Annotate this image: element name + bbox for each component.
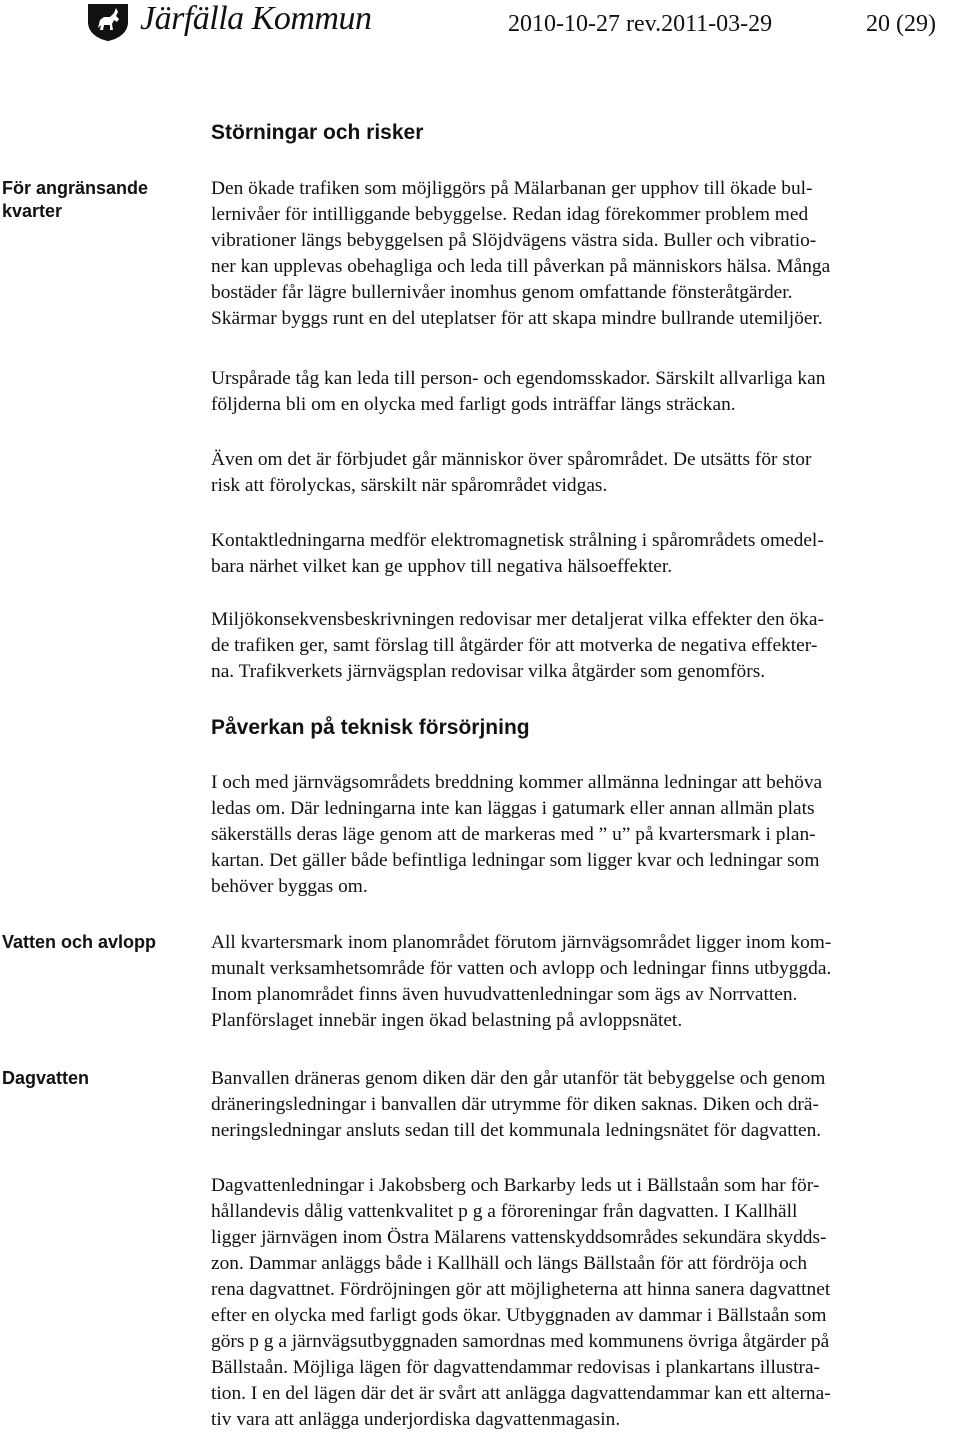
text-line: Miljökonsekvensbeskrivningen redovisar mer detaljerat vilka effekter den öka- (211, 609, 824, 630)
paragraph (211, 930, 959, 1034)
text-line: Inom planområdet finns även huvudvattenledningar som ägs av Norrvatten. (211, 984, 798, 1005)
paragraph (211, 607, 959, 685)
text-line: Den ökade trafiken som möjliggörs på Mälarbanan ger upphov till ökade bul- (211, 178, 813, 199)
municipality-crest-icon (86, 2, 130, 42)
text-line: munalt verksamhetsområde för vatten och avlopp och ledningar finns utbyggda. (211, 958, 832, 979)
text-line: rena dagvattnet. Fördröjningen gör att möjligheterna att hinna sanera dagvattnet (211, 1279, 831, 1300)
text-line: tion. I en del lägen där det är svårt att anlägga dagvattendammar kan ett alterna- (211, 1383, 831, 1404)
text-line: ligger järnvägen inom Östra Mälarens vattenskyddsområdes sekundära skydds- (211, 1227, 827, 1248)
text-line: görs p g a järnvägsutbyggnaden samordnas med kommunens övriga åtgärder på (211, 1331, 830, 1352)
text-line: följderna bli om en olycka med farligt gods inträffar längs sträckan. (211, 394, 736, 415)
text-line: Skärmar byggs runt en del uteplatser för att skapa mindre bullrande utemiljöer. (211, 308, 823, 329)
section-heading: Påverkan på teknisk försörjning (211, 716, 530, 739)
text-line: behöver byggas om. (211, 876, 368, 897)
paragraph (211, 447, 959, 499)
text-line: kartan. Det gäller både befintliga ledningar som ligger kvar och ledningar som (211, 850, 820, 871)
text-line: ner kan upplevas obehagliga och leda till påverkan på människors hälsa. Många (211, 256, 831, 277)
text-line: efter en olycka med farligt gods ökar. Utbyggnaden av dammar i Bällstaån som (211, 1305, 827, 1326)
side-label (2, 177, 172, 223)
text-line: na. Trafikverkets järnvägsplan redovisar vilka åtgärder som genomförs. (211, 661, 766, 682)
side-label: Dagvatten (2, 1068, 90, 1088)
paragraph (211, 1173, 959, 1433)
paragraph (211, 1066, 959, 1144)
section-heading: Störningar och risker (211, 121, 424, 144)
text-line: bostäder får lägre bullernivåer inomhus genom omfattande fönsteråtgärder. (211, 282, 793, 303)
text-line: zon. Dammar anläggs både i Kallhäll och längs Bällstaån för att fördröja och (211, 1253, 808, 1274)
text-line: Urspårade tåg kan leda till person- och egendomsskador. Särskilt allvarliga kan (211, 368, 826, 389)
text-line: Dagvattenledningar i Jakobsberg och Barkarby leds ut i Bällstaån som har för- (211, 1175, 820, 1196)
text-line: dräneringsledningar i banvallen där utrymme för diken saknas. Diken och drä- (211, 1094, 819, 1115)
page-number: 20 (29) (866, 11, 936, 37)
text-line: All kvartersmark inom planområdet förutom järnvägsområdet ligger inom kom- (211, 932, 832, 953)
side-label-text: För angränsande kvarter (2, 178, 149, 221)
text-line: bara närhet vilket kan ge upphov till negativa hälsoeffekter. (211, 556, 673, 577)
text-line: ledas om. Där ledningarna inte kan läggas i gatumark eller annan allmän plats (211, 798, 815, 819)
text-line: Även om det är förbjudet går människor över spårområdet. De utsätts för stor (211, 449, 812, 470)
document-date: 2010-10-27 rev.2011-03-29 (508, 11, 773, 37)
paragraph (211, 366, 959, 418)
paragraph (211, 528, 959, 580)
text-line: de trafiken ger, samt förslag till åtgärder för att motverka de negativa effekter- (211, 635, 818, 656)
text-line: lernivåer för intilliggande bebyggelse. Redan idag förekommer problem med (211, 204, 809, 225)
text-line: risk att förolyckas, särskilt när spårområdet vidgas. (211, 475, 608, 496)
paragraph (211, 176, 959, 332)
text-line: Kontaktledningarna medför elektromagnetisk strålning i spårområdets omedel- (211, 530, 824, 551)
text-line: Planförslaget innebär ingen ökad belastning på avloppsnätet. (211, 1010, 683, 1031)
text-line: tiv vara att anlägga underjordiska dagvattenmagasin. (211, 1409, 621, 1430)
text-line: neringsledningar ansluts sedan till det kommunala ledningsnätet för dagvatten. (211, 1120, 822, 1141)
paragraph (211, 770, 959, 900)
text-line: hållandevis dålig vattenkvalitet p g a föroreningar från dagvatten. I Kallhäll (211, 1201, 798, 1222)
text-line: Bällstaån. Möjliga lägen för dagvattendammar redovisas i plankartans illustra- (211, 1357, 821, 1378)
text-line: Banvallen dräneras genom diken där den går utanför tät bebyggelse och genom (211, 1068, 826, 1089)
text-line: vibrationer längs bebyggelsen på Slöjdvägens västra sida. Buller och vibratio- (211, 230, 817, 251)
side-label: Vatten och avlopp (2, 932, 157, 952)
text-line: I och med järnvägsområdets breddning kommer allmänna ledningar att behöva (211, 772, 823, 793)
logo-wordmark: Järfälla Kommun (140, 0, 372, 37)
text-line: säkerställs deras läge genom att de markeras med ” u” på kvartersmark i plan- (211, 824, 816, 845)
